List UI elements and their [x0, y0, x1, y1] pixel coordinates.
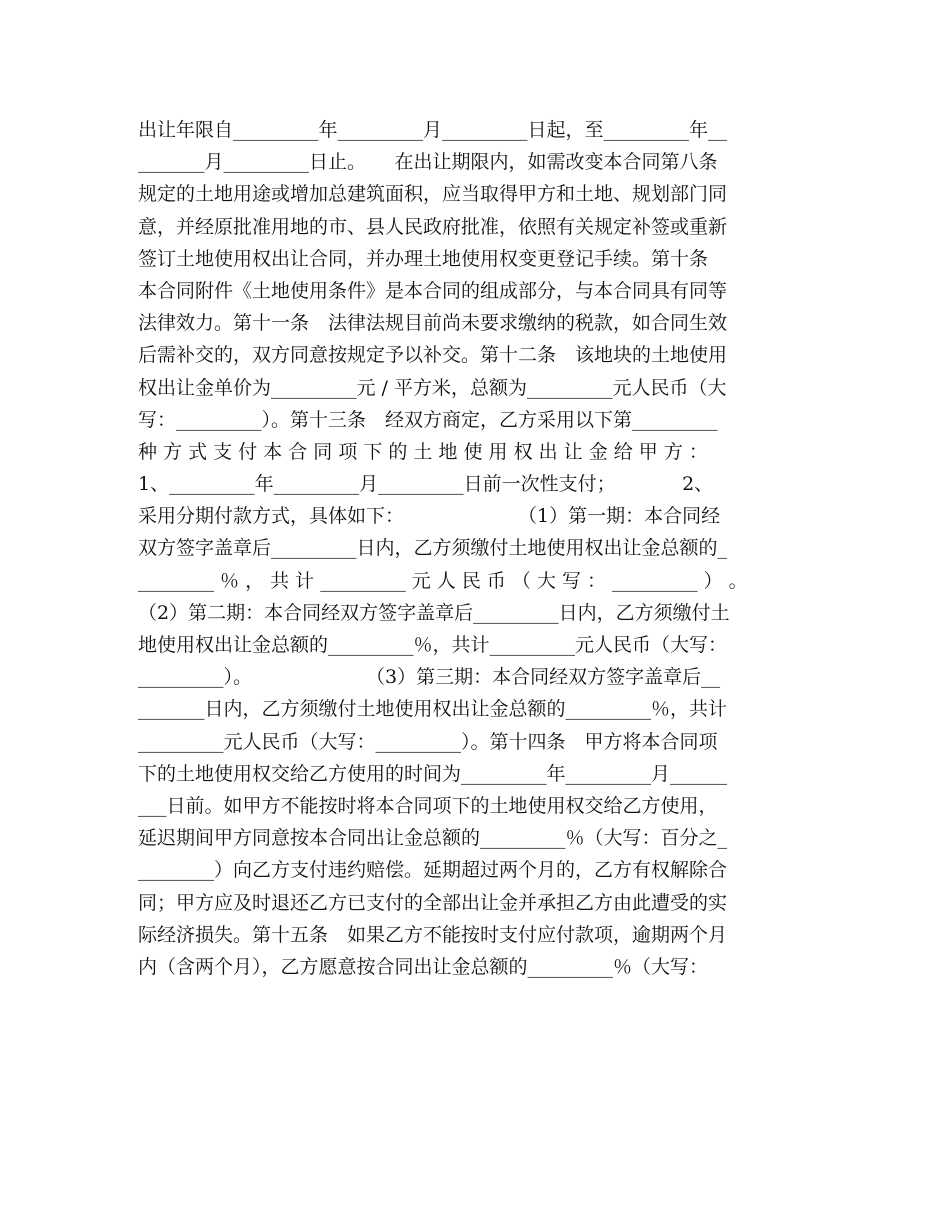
text-line-14: 双方签字盖章后_________日内，乙方须缴付土地使用权出让金总额的_ [138, 537, 728, 560]
text-line-12: 1、_________年_________月_________日前一次性支付； 2、 [138, 473, 714, 496]
text-line-8: 后需补交的，双方同意按规定予以补交。第十二条 该地块的土地使用 [138, 344, 728, 367]
text-line-17: 地使用权出让金总额的_________％，共计_________元人民币（大写： [138, 634, 728, 656]
text-line-26: 际经济损失。第十五条 如果乙方不能按时支付应付款项，逾期两个月 [138, 923, 728, 946]
text-line-24: ________）向乙方支付违约赔偿。延期超过两个月的，乙方有权解除合 [138, 859, 728, 882]
text-line-23: 延迟期间甲方同意按本合同出让金总额的_________％（大写：百分之_ [138, 827, 728, 850]
text-line-22: ___日前。如甲方不能按时将本合同项下的土地使用权交给乙方使用， [138, 794, 718, 817]
text-line-4: 意，并经原批准用地的市、县人民政府批准，依照有关规定补签或重新 [138, 215, 728, 238]
text-line-21: 下的土地使用权交给乙方使用的时间为_________年_________月______ [138, 762, 728, 785]
text-line-6: 本合同附件《土地使用条件》是本合同的组成部分，与本合同具有同等 [138, 279, 728, 302]
text-line-11: 种 方 式 支 付 本 合 同 项 下 的 土 地 使 用 权 出 让 金 给 甲 方 ： [138, 440, 708, 463]
text-line-5: 签订土地使用权出让合同，并办理土地使用权变更登记手续。第十条 [138, 247, 709, 270]
text-line-20: _________元人民币（大写：_________）。第十四条 甲方将本合同项 [138, 730, 718, 753]
text-line-25: 同；甲方应及时退还乙方已支付的全部出让金并承担乙方由此遭受的实 [138, 891, 728, 914]
contract-body-text [138, 114, 814, 983]
text-line-18: _________）。 （3）第三期：本合同经双方签字盖章后__ [138, 666, 721, 689]
text-line-7: 法律效力。第十一条 法律法规目前尚未要求缴纳的税款，如合同生效 [138, 312, 728, 335]
text-line-3: 规定的土地用途或增加总建筑面积，应当取得甲方和土地、规划部门同 [138, 183, 728, 206]
text-line-13: 采用分期付款方式，具体如下： （1）第一期：本合同经 [138, 505, 721, 528]
text-line-19: _______日内，乙方须缴付土地使用权出让金总额的_________％，共计 [138, 698, 728, 721]
text-line-27: 内（含两个月），乙方愿意按合同出让金总额的_________％（大写： [138, 955, 709, 978]
text-line-9: 权出让金单价为_________元 / 平方米，总额为_________元人民币（大 [138, 376, 727, 399]
text-line-16: （2）第二期：本合同经双方签字盖章后_________日内，乙方须缴付土 [138, 601, 730, 624]
text-line-15: ________ ％ ， 共 计 _________ 元 人 民 币 （ 大 写 ： _________ ） 。 [138, 569, 748, 592]
text-line-10: 写：_________）。第十三条 经双方商定，乙方采用以下第_________ [138, 408, 718, 431]
text-line-1: 出让年限自_________年_________月_________日起，至_________年__ [138, 119, 728, 141]
text-line-2: _______月_________日止。 在出让期限内，如需改变本合同第八条 [138, 151, 718, 174]
